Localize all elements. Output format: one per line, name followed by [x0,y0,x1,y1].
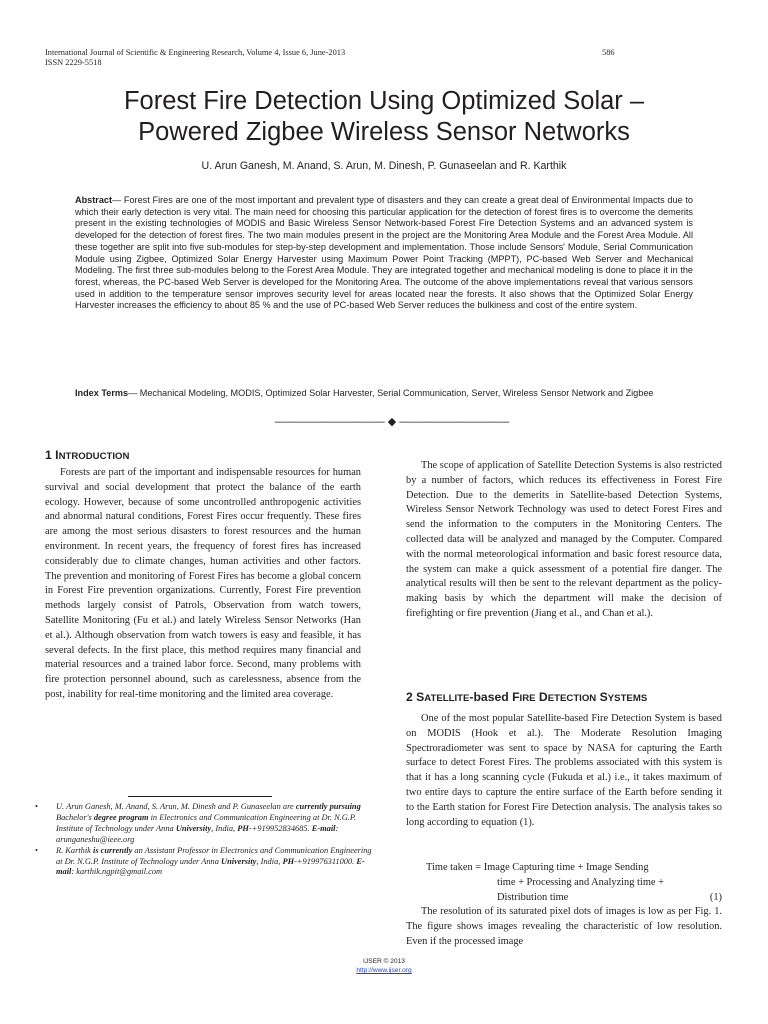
paragraph: Forests are part of the important and indispensable resources for human survival and social development that protect the balance of the earth ecology. However, because of some uncontrolled anthropogenic activities and abnormal natural conditions, Forest Fires occur frequently. These fires are among the most serious disasters to forest resources and the human environment. In recent years, the frequency of forest fires has increased considerably due to climate changes, human activities and other factors. The prevention and monitoring of Forest Fires has become a global concern in Forest Fire prevention organizations. Currently, Forest Fire prevention methods largely consist of Patrols, Observation from watch towers, Satellite Monitoring (Fu et al.) and lately Wireless Sensor Networks (Han et al.). Although observation from watch towers is easy and feasible, it has several defects. In the first place, this method requires many financial and material resources and a trained labor force. Second, many problems with fire protection personnel abound, such as carelessness, absence from the post, inability for real-time monitoring and the limited area coverage. [45,467,361,700]
index-terms-text: — Mechanical Modeling, MODIS, Optimized Solar Harvester, Serial Communication, Server, Wireless Sensor Network and Zigbee [128,388,654,398]
paragraph: One of the most popular Satellite-based Fire Detection System is based on MODIS (Hook et al.). The Moderate Resolution Imaging Spectroradiometer was sent to space by NASA for capturing the Earth surface to detect Forest Fires. The problems associated with this system is that it has a long scanning cycle (Fukuda et al.) i.e., it takes maximum of two entire days to capture the entire surface of the Earth before sending it to the Earth station for Forest Fire Detection analysis. The analysis takes so long according to equation (1). [406,713,722,828]
footnote-email: : karthik.ngpit@gmail.com [71,867,163,877]
footnote-text: currently pursuing [295,802,361,811]
section-divider: —————————— ◆ —————————— [274,416,510,428]
author-list: U. Arun Ganesh, M. Anand, S. Arun, M. Dinesh, P. Gunaseelan and R. Karthik [201,160,567,172]
section-heading-satellite [406,690,647,704]
equation-number: (1) [709,891,722,903]
footnote-email: : arunganeshu@ieee.org [56,823,339,844]
title-line-1: Forest Fire Detection Using Optimized Solar – [123,87,645,115]
footnote-text: PH [237,823,249,833]
index-terms [75,388,693,400]
footnote-text: U. Arun Ganesh, M. Anand, S. Arun, M. Dinesh and P. Gunaseelan are [56,802,296,811]
footnote-text: E-mail [311,823,336,833]
equation-line: Time taken = Image Capturing time + Image Sending [426,862,649,873]
footnote-rule [128,796,272,797]
section-2-title-part: D [535,690,548,704]
section-2-title-part: -based F [469,690,520,704]
equation-line: time + Processing and Analyzing time + [497,876,664,888]
footnote-text: PH [282,856,295,866]
journal-header: International Journal of Scientific & Engineering Research, Volume 4, Issue 6, June-2013 [45,48,346,57]
footnote-text: , India, [256,856,283,866]
right-column-paragraph-1 [406,459,722,622]
footnote-text: is currently [93,845,133,855]
footnote-text: degree program [93,812,149,822]
section-1-number: 1 I [45,448,59,462]
section-2-title-part: IRE [519,693,536,704]
abstract [75,195,693,312]
footnote-text: -+919976311000. [294,856,357,866]
footnote-text: University [221,856,257,866]
footnote-text: R. Karthik [56,845,93,855]
section-2-title-part: ATELLITE [424,693,470,704]
footnote-text: in Electronics and Communication Engineering at Dr. N.G.P. Institute of Technology under Anna [56,812,357,833]
equation-1 [406,861,722,905]
section-2-number: 2 S [406,690,425,704]
footnote-text: , India, [211,823,238,833]
title-line-2: Powered Zigbee Wireless Sensor Networks [138,118,630,146]
footnote-text: -+919952834685. [248,823,312,833]
paragraph: The resolution of its saturated pixel dots of images is low as per Fig. 1. The figure shows images revealing the characteristic of low resolution. Even if the processed image [406,906,722,947]
section-2-title-part: YSTEMS [607,693,648,704]
footnote-text: University [175,823,212,833]
index-terms-label: Index Terms [75,388,129,398]
section-2-title-part: S [596,690,608,704]
section-2-title-part: ETECTION [547,693,597,704]
footer-link[interactable]: http://www.ijser.org [356,967,412,974]
page-number: 586 [602,48,615,57]
right-column-paragraph-3 [406,905,722,949]
footnote-text: an Assistant Professor in Electronics and Communication Engineering at Dr. N.G.P. Institute of Technology under Anna [56,845,372,866]
footnotes [33,802,373,878]
footer-copyright: IJSER © 2013 [363,958,405,965]
paper-title [40,86,728,148]
footnote-advisor [33,846,373,879]
abstract-text: — Forest Fires are one of the most important and prevalent type of disasters and they can create a great deal of Environmental Impacts due to which their early detection is very vital. The main need for choosing this particular application for the detection of forest fires is to overcome the demerits present in the existing technologies of MODIS and Basic Wireless Sensor Network-based Forest Fire Detection Systems and an advanced system is developed for the detection of forest fires. The two main modules present in the project are the Monitoring Area Module and the Forest Area Module. All these together are split into five sub-modules for step-by-step development and implementation. Those include Sensors' Module, Serial Communication Module using Zigbee, Optimized Solar Energy Harvester using Maximum Power Point Tracking (MPPT), PC-based Web Server and Mechanical Modeling. The first three sub-modules belong to the Forest Area Module. They are integrated together and mechanical modeling is done to place it in the forest, whereas, the PC-based Web Server is developed for the Monitoring Area. The outcome of the above implementations reveal that various sensors used in addition to the temperature sensor improves security level for areas located near the forests. It also shows that the Optimized Solar Energy Harvester increases the efficiency to about 85 % and the use of PC-based Web Server reduces the bulkiness and cost of the entire system. [75,195,693,311]
issn-header: ISSN 2229-5518 [45,58,102,67]
introduction-text [45,466,361,703]
equation-line: Distribution time [497,891,569,903]
bullet-icon: • [35,802,38,811]
bullet-icon: • [35,845,38,855]
section-heading-introduction [45,448,129,462]
abstract-label: Abstract [75,195,113,205]
footnote-text: E-mail [56,856,365,877]
section-1-title: NTRODUCTION [58,451,130,462]
paragraph: The scope of application of Satellite Detection Systems is also restricted by a number of factors, which reduces its effectiveness in Forest Fire Detection. Due to the demerits in Satellite-based Detection Systems, Wireless Sensor Network Technology was used to detect Forest Fires and send the information to the computers in the Monitoring Centers. The collected data will be analyzed and managed by the Computer. Compared with the normal meteorological information and basic forest resource data, the system can make a quick assessment of a potential fire danger. The analytical results will then be sent to the relevant department as the policy-making basis by which the department will make the decision of firefighting or fire prevention (Jiang et al., and Chan et al.). [406,460,722,619]
footnote-authors [33,802,373,846]
footnote-text: Bachelor's [56,812,94,822]
satellite-section-text [406,712,722,830]
